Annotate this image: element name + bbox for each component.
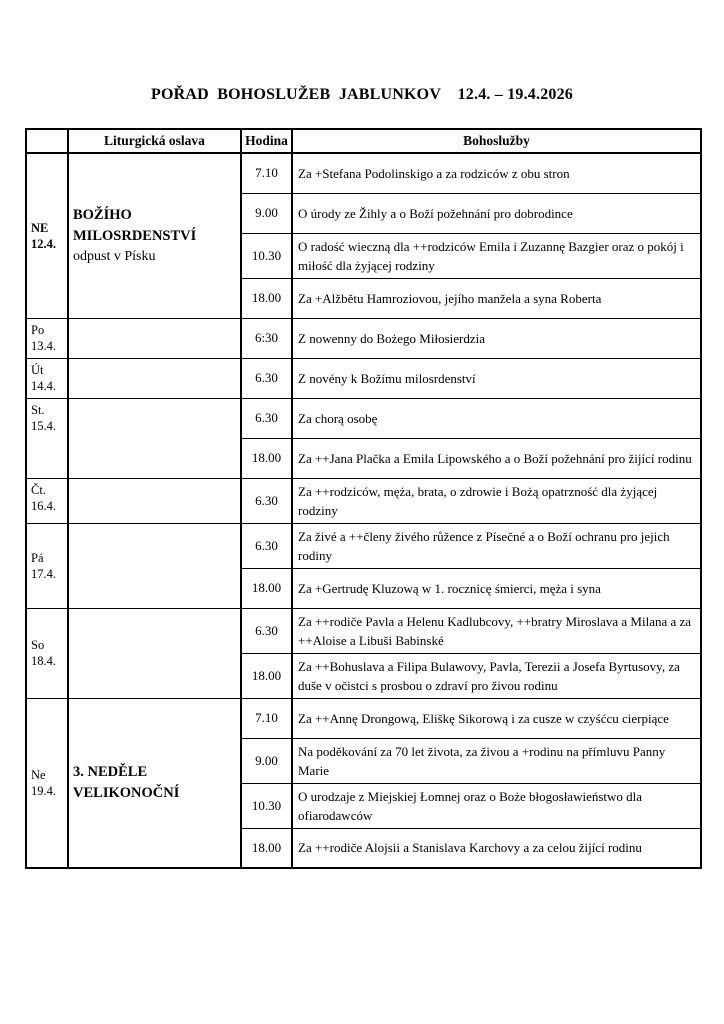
page-title: POŘAD BOHOSLUŽEB JABLUNKOV 12.4. – 19.4.2026 <box>151 86 573 103</box>
liturgy-title: BOŽÍHO MILOSRDENSTVÍ <box>73 206 197 244</box>
day-label-line: 19.4. <box>31 783 56 798</box>
liturgy-subtitle: odpust v Písku <box>73 248 156 264</box>
service-intention: Za ++Bohuslava a Filipa Bulawovy, Pavla, Terezii a Josefa Byrtusovy, za duše v očistci s prosbou o zdraví pro živou rodinu <box>292 653 701 698</box>
service-row <box>26 608 701 653</box>
service-intention: Za ++Annę Drongową, Eliškę Sikorową i za cusze w czyśćcu cierpiące <box>292 698 701 738</box>
service-intention: Za ++Jana Plačka a Emila Lipowského a o Boží požehnání pro žijící rodinu <box>292 438 701 478</box>
liturgy-cell <box>68 398 241 478</box>
service-row <box>26 358 701 398</box>
service-time: 6.30 <box>241 478 292 523</box>
time-column-header: Hodina <box>241 129 292 153</box>
service-intention: Na poděkování za 70 let života, za živou a +rodinu na přímluvu Panny Marie <box>292 738 701 783</box>
service-time: 9.00 <box>241 193 292 233</box>
service-time: 18.00 <box>241 438 292 478</box>
day-label-line: Čt. <box>31 482 46 497</box>
service-time: 9.00 <box>241 738 292 783</box>
service-intention: Za ++rodiče Pavla a Helenu Kadlubcovy, ++bratry Miroslava a Milana a za ++Aloise a Libuši Babinské <box>292 608 701 653</box>
service-intention: O úrody ze Žihly a o Boží požehnání pro dobrodince <box>292 193 701 233</box>
service-time: 18.00 <box>241 653 292 698</box>
service-time: 6.30 <box>241 358 292 398</box>
service-intention: Za +Gertrudę Kluzową w 1. rocznicę śmierci, męża i syna <box>292 568 701 608</box>
service-intention: Z novény k Božímu milosrdenství <box>292 358 701 398</box>
service-time: 18.00 <box>241 828 292 868</box>
service-intention: Za chorą osobę <box>292 398 701 438</box>
day-cell <box>26 318 68 358</box>
service-row <box>26 318 701 358</box>
service-intention: O urodzaje z Miejskiej Łomnej oraz o Boże błogosławieństwo dla ofiarodawców <box>292 783 701 828</box>
day-column-header <box>26 129 68 153</box>
service-intention: Za živé a ++členy živého růžence z Písečné a o Boží ochranu pro jejich rodiny <box>292 523 701 568</box>
day-cell <box>26 358 68 398</box>
liturgy-cell <box>68 523 241 608</box>
service-time: 7.10 <box>241 153 292 193</box>
schedule-table-body <box>26 153 701 868</box>
schedule-table <box>25 128 702 869</box>
day-label-line: Út <box>31 362 44 377</box>
day-label-line: 16.4. <box>31 498 56 513</box>
day-label-line: NE <box>31 220 49 235</box>
liturgy-cell <box>68 318 241 358</box>
day-label-line: 12.4. <box>31 236 56 251</box>
services-column-header: Bohoslužby <box>292 129 701 153</box>
day-cell <box>26 698 68 868</box>
liturgy-cell <box>68 478 241 523</box>
service-intention: Za +Stefana Podolinskigo a za rodziców z obu stron <box>292 153 701 193</box>
schedule-table-header <box>26 129 701 153</box>
day-cell <box>26 398 68 478</box>
service-intention: Za ++rodziców, męża, brata, o zdrowie i Bożą opatrzność dla żyjącej rodziny <box>292 478 701 523</box>
day-label-line: 17.4. <box>31 566 56 581</box>
service-intention: Z nowenny do Bożego Miłosierdzia <box>292 318 701 358</box>
liturgy-title: 3. NEDĚLE VELIKONOČNÍ <box>73 763 180 801</box>
liturgy-column-header: Liturgická oslava <box>68 129 241 153</box>
day-label-line: 15.4. <box>31 418 56 433</box>
day-cell <box>26 478 68 523</box>
day-label-line: Po <box>31 322 45 337</box>
day-label-line: 13.4. <box>31 338 56 353</box>
service-row <box>26 698 701 738</box>
day-cell <box>26 523 68 608</box>
service-intention: Za +Alžbětu Hamroziovou, jejího manžela a syna Roberta <box>292 278 701 318</box>
day-cell <box>26 608 68 698</box>
service-row <box>26 153 701 193</box>
service-time: 18.00 <box>241 568 292 608</box>
liturgy-cell <box>68 698 241 868</box>
service-time: 10.30 <box>241 783 292 828</box>
service-time: 6.30 <box>241 523 292 568</box>
service-time: 10.30 <box>241 233 292 278</box>
day-label-line: 14.4. <box>31 378 56 393</box>
liturgy-cell <box>68 358 241 398</box>
service-intention: O radość wieczną dla ++rodziców Emila i Zuzannę Bazgier oraz o pokój i miłość dla żyjącej rodziny <box>292 233 701 278</box>
day-label-line: Ne <box>31 767 46 782</box>
service-row <box>26 398 701 438</box>
header-row <box>26 129 701 153</box>
day-label-line: Pá <box>31 550 44 565</box>
service-time: 6:30 <box>241 318 292 358</box>
service-time: 6.30 <box>241 398 292 438</box>
day-label-line: So <box>31 638 45 652</box>
day-label-line: 18.4. <box>31 654 56 668</box>
service-row <box>26 523 701 568</box>
service-time: 18.00 <box>241 278 292 318</box>
service-intention: Za ++rodiče Alojsii a Stanislava Karchovy a za celou žijící rodinu <box>292 828 701 868</box>
service-time: 7.10 <box>241 698 292 738</box>
day-label-line: St. <box>31 402 45 417</box>
liturgy-cell <box>68 153 241 318</box>
service-row <box>26 478 701 523</box>
service-time: 6.30 <box>241 608 292 653</box>
day-cell <box>26 153 68 318</box>
liturgy-cell <box>68 608 241 698</box>
